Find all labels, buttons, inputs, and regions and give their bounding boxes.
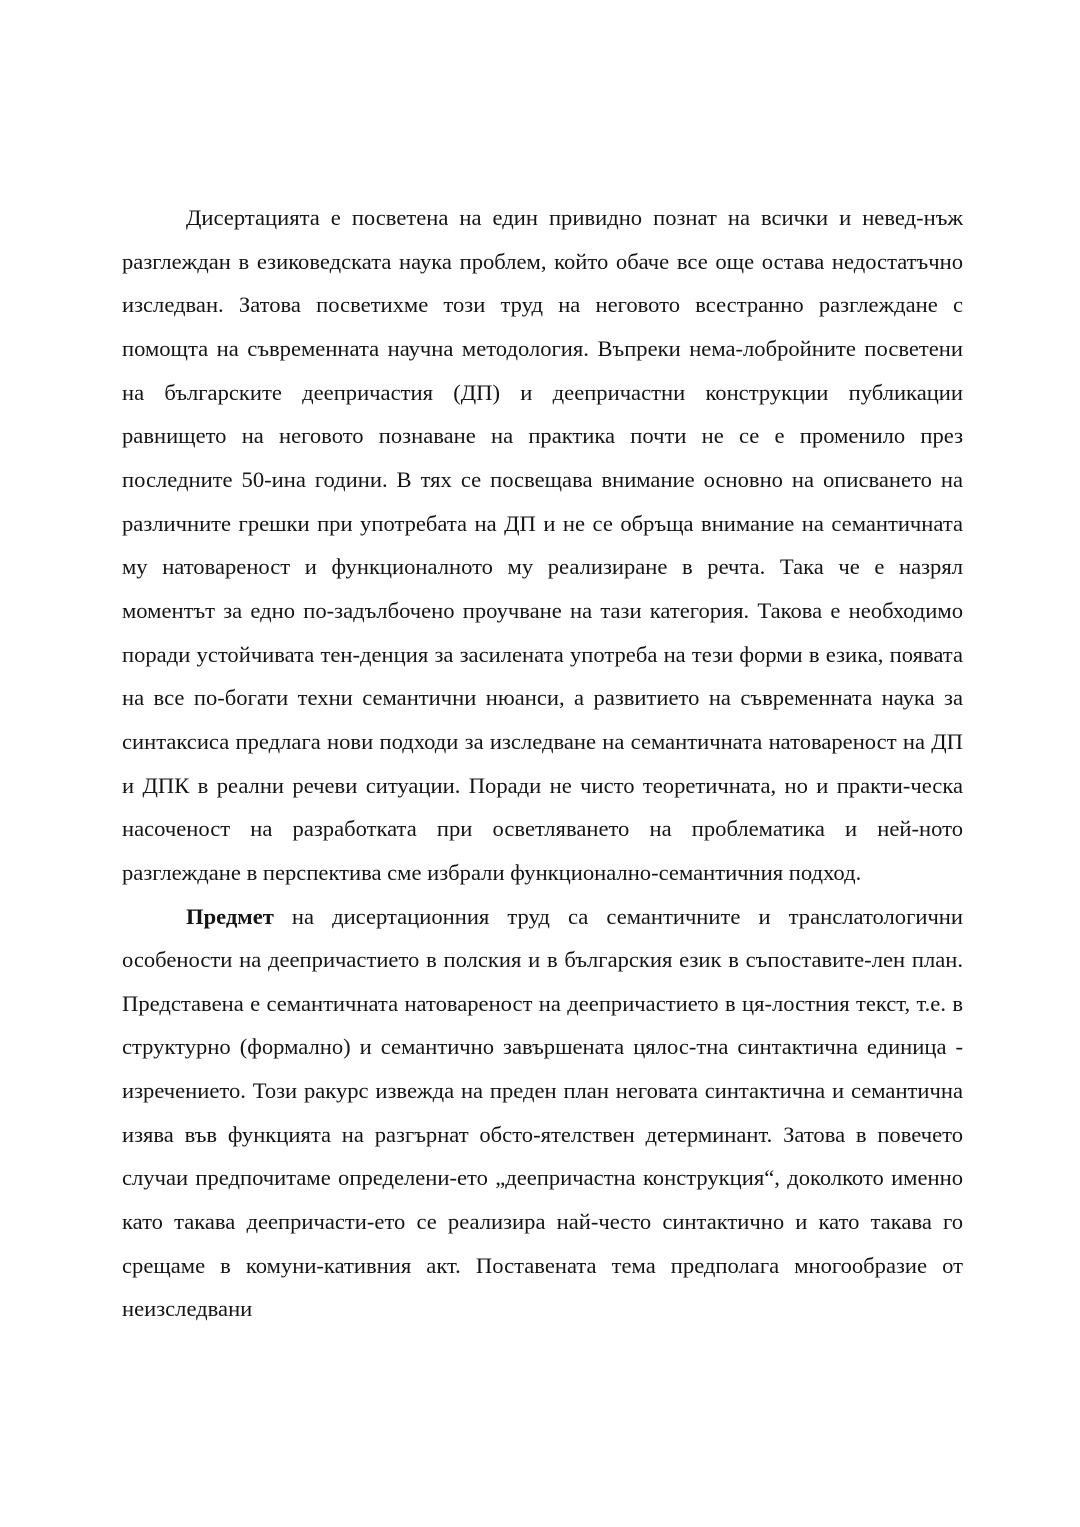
- paragraph-subject-text: на дисертационния труд са семантичните и транслатологични особености на деепричастието в полския и в българския език в съпоставите-лен план. Представена е семантичната натовареност на деепричастието в ця-лостния текст, т.е. в структурно (формално) и семантично завършената цялос-тна синтактична единица - изречението. Този ракурс извежда на преден план неговата синтактична и семантична изява във функцията на разгърнат обсто-ятелствен детерминант. Затова в повечето случаи предпочитаме определени-ето „деепричастна конструкция“, доколкото именно като такава деепричасти-ето се реализира най-често синтактично и като такава го срещаме в комуни-кативния акт. Поставената тема предполага многообразие от неизследвани: [122, 903, 963, 1322]
- paragraph-intro-text: Дисертацията е посветена на един привидно познат на всички и невед-нъж разглеждан в езиковедската наука проблем, който обаче все още остава недостатъчно изследван. Затова посветихме този труд на неговото всестранно разглеждане с помощта на съвременната научна методология. Въпреки нема-лобройните посветени на българските деепричастия (ДП) и деепричастни конструкции публикации равнището на неговото познаване на практика почти не се е променило през последните 50-ина години. В тях се посвещава внимание основно на описването на различните грешки при употребата на ДП и не се обръща внимание на семантичната му натовареност и функционалното му реализиране в речта. Така че е назрял моментът за едно по-задълбочено проучване на тази категория. Такова е необходимо поради устойчивата тен-денция за засилената употреба на тези форми в езика, появата на все по-богати техни семантични нюанси, а развитието на съвременната наука за синтаксиса предлага нови подходи за изследване на семантичната натовареност на ДП и ДПК в реални речеви ситуации. Поради не чисто теоретичната, но и практи-ческа насоченост на разработката при осветляването на проблематика и ней-ното разглеждане в перспектива сме избрали функционално-семантичния подход.: [122, 205, 963, 885]
- subject-term: Предмет: [186, 903, 274, 929]
- body-text: [122, 196, 963, 1331]
- paragraph-intro: [122, 196, 963, 895]
- paragraph-subject: [122, 895, 963, 1332]
